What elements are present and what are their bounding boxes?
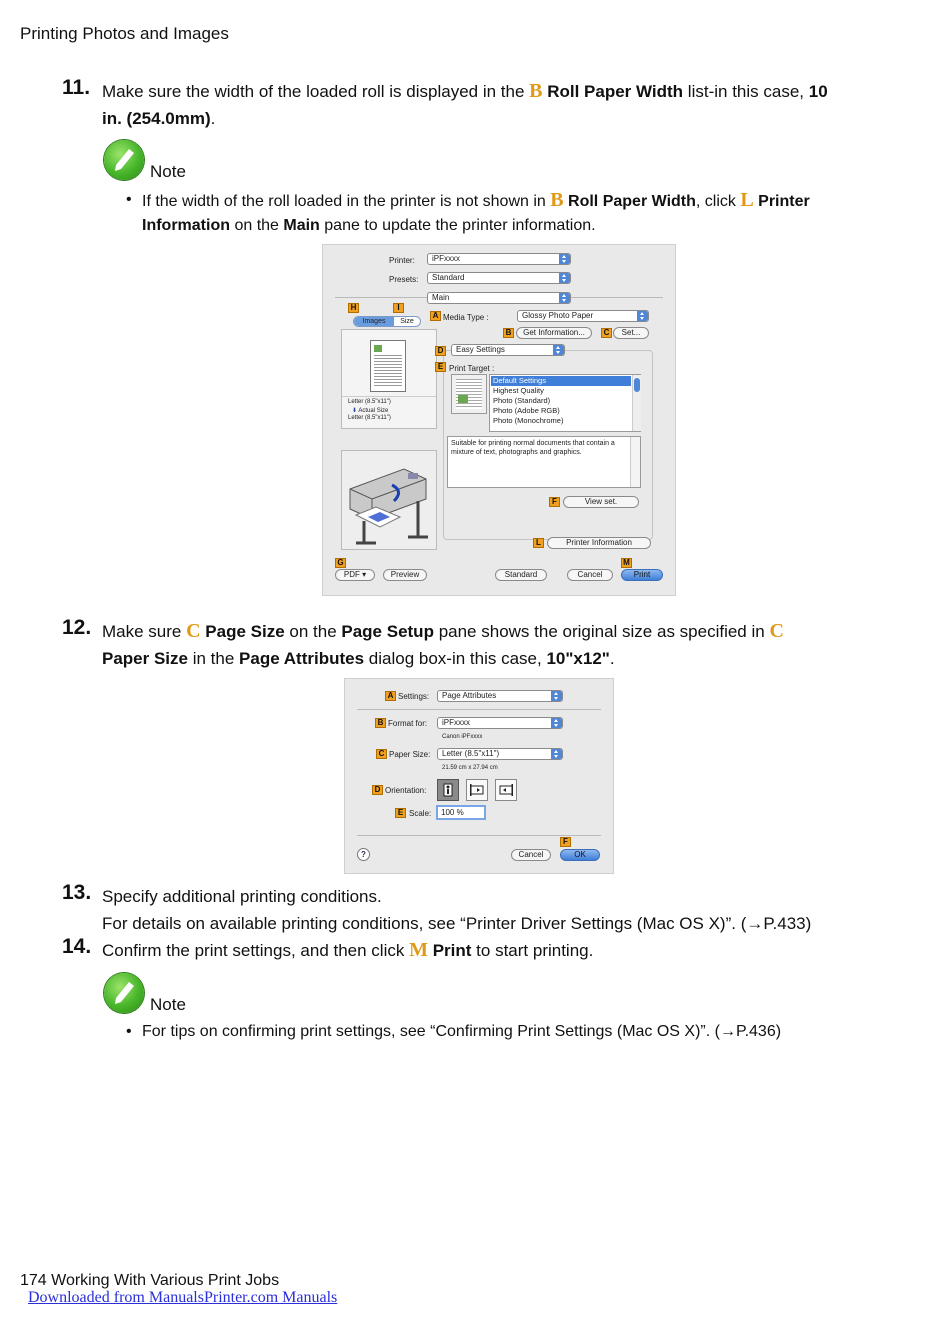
tab-size[interactable]: Size	[400, 318, 414, 325]
callout-tag-m: M	[621, 558, 632, 568]
callout-tag-d: D	[372, 785, 383, 795]
target-preview	[451, 374, 487, 414]
landscape-icon	[467, 780, 487, 800]
text: , click	[695, 193, 741, 210]
callout-tag-i: I	[393, 303, 404, 313]
text: to start printing.	[471, 941, 594, 960]
target-preview-image	[458, 395, 468, 403]
format-subtitle: Canon iPFxxxx	[442, 734, 483, 740]
step-number: 12.	[62, 616, 92, 639]
divider	[357, 835, 601, 836]
note-2	[104, 973, 844, 1053]
printer-information-button[interactable]: Printer Information	[547, 537, 651, 549]
callout-tag-b: B	[503, 328, 514, 338]
print-button[interactable]: Print	[621, 569, 663, 581]
callout-tag-c: C	[376, 749, 387, 759]
value: in. (254.0mm)	[102, 109, 211, 128]
value: 10"x12"	[546, 649, 610, 668]
description-box	[447, 436, 641, 488]
format-popup[interactable]	[437, 717, 563, 729]
standard-button[interactable]: Standard	[495, 569, 547, 581]
easy-settings-popup[interactable]	[451, 344, 565, 356]
printer-label: Printer:	[389, 256, 415, 265]
note-text: For tips on confirming print settings, see “Confirming Print Settings (Mac OS X)”. (→P.436)	[142, 1023, 782, 1040]
text: .	[210, 109, 216, 128]
step-number: 14.	[62, 935, 92, 958]
orientation-landscape-button[interactable]	[466, 779, 488, 801]
popup-arrow-icon	[637, 311, 648, 321]
paper-size-popup[interactable]	[437, 748, 563, 760]
media-type-label: Media Type :	[443, 313, 489, 322]
media-type-popup[interactable]	[517, 310, 649, 322]
term: Paper Size	[102, 649, 188, 668]
cancel-button[interactable]: Cancel	[511, 849, 551, 861]
print-target-item[interactable]: Photo (Standard)	[493, 396, 551, 405]
callout-tag-f: F	[549, 497, 560, 507]
note-label: Note	[150, 995, 186, 1014]
text: in the	[188, 649, 240, 668]
callout-letter: C	[769, 620, 784, 642]
text: pane to update the printer information.	[319, 217, 596, 234]
text: .	[609, 649, 615, 668]
text: Confirm the print settings, and then click	[102, 941, 410, 960]
actual-size-label: Actual Size	[358, 408, 389, 414]
callout-tag-l: L	[533, 538, 544, 548]
arrow-down-icon: ⬇	[352, 408, 358, 414]
note-text	[142, 188, 832, 238]
orientation-portrait-button[interactable]	[437, 779, 459, 801]
preview-button[interactable]: Preview	[383, 569, 427, 581]
reverse-landscape-icon	[496, 780, 516, 800]
printer-illustration	[341, 450, 437, 550]
callout-tag-g: G	[335, 558, 346, 568]
portrait-icon	[438, 780, 458, 800]
print-target-item[interactable]: Photo (Monochrome)	[493, 416, 564, 425]
text: on the	[284, 622, 342, 641]
set-button[interactable]: Set...	[613, 327, 649, 339]
popup-arrow-icon	[559, 273, 570, 283]
format-label: Format for:	[388, 719, 428, 728]
presets-label: Presets:	[389, 275, 419, 284]
paper-size-label: Paper Size:	[389, 750, 431, 759]
thumbnail-lines	[374, 355, 402, 387]
cancel-button[interactable]: Cancel	[567, 569, 613, 581]
paper-size-dimensions: 21.59 cm x 27.94 cm	[442, 765, 498, 771]
text: For details on available printing conditions, see “Printer Driver Settings (Mac OS X)”. (→P.433)	[102, 914, 812, 933]
step-14	[62, 935, 882, 965]
scale-input[interactable]: 100 %	[436, 805, 486, 820]
paper-info: Letter (8.5"x11")	[348, 399, 391, 405]
print-dialog	[322, 244, 676, 596]
view-set-button[interactable]: View set.	[563, 496, 639, 508]
pdf-button[interactable]: PDF ▾	[335, 569, 375, 581]
note-label: Note	[150, 162, 186, 181]
step-text	[102, 618, 877, 672]
bullet-dot: •	[126, 1023, 132, 1040]
format-value: iPFxxxx	[442, 718, 470, 727]
get-information-button[interactable]: Get Information...	[516, 327, 592, 339]
text: If the width of the roll loaded in the printer is not shown in	[142, 193, 551, 210]
tab-bar	[353, 316, 421, 327]
print-target-list[interactable]	[489, 374, 641, 432]
help-button[interactable]: ?	[357, 848, 370, 861]
popup-arrow-icon	[551, 718, 562, 728]
term: Information	[142, 217, 230, 234]
download-link[interactable]: Downloaded from ManualsPrinter.com Manuals	[28, 1289, 338, 1306]
callout-tag-b: B	[375, 718, 386, 728]
orientation-reverse-landscape-button[interactable]	[495, 779, 517, 801]
step-number: 13.	[62, 881, 92, 904]
target-items	[493, 376, 563, 426]
step-text	[102, 937, 877, 964]
pencil-note-icon	[104, 140, 144, 180]
step-text	[102, 78, 877, 132]
callout-tag-a: A	[385, 691, 396, 701]
term: Page Attributes	[239, 649, 365, 668]
running-header: Printing Photos and Images	[20, 24, 229, 43]
print-target-item[interactable]: Highest Quality	[493, 386, 544, 395]
term: Roll Paper Width	[568, 193, 696, 210]
description-text: Suitable for printing normal documents that contain a mixture of text, photographs and graphics.	[451, 440, 615, 456]
callout-tag-d: D	[435, 346, 446, 356]
term: Page Setup	[341, 622, 434, 641]
popup-arrow-icon	[553, 345, 564, 355]
note-1	[104, 140, 844, 240]
easy-settings-value: Easy Settings	[456, 345, 505, 354]
step-12	[62, 616, 882, 672]
term: Printer	[758, 193, 810, 210]
callout-letter: B	[529, 80, 543, 102]
preview-panel	[341, 329, 437, 429]
page-setup-dialog	[344, 678, 614, 874]
popup-arrow-icon	[551, 691, 562, 701]
text: list-in this case,	[683, 82, 809, 101]
orientation-label: Orientation:	[385, 786, 427, 795]
paper-info: Letter (8.5"x11")	[348, 415, 391, 421]
page-footer: 174 Working With Various Print Jobs	[20, 1272, 280, 1289]
description-scrollbar[interactable]	[630, 437, 640, 487]
printer-value: iPFxxxx	[432, 254, 460, 263]
scale-label: Scale:	[409, 809, 432, 818]
callout-tag-c: C	[601, 328, 612, 338]
step-11	[62, 76, 882, 132]
pane-popup[interactable]	[427, 292, 571, 304]
value: 10	[808, 82, 828, 101]
callout-tag-e: E	[435, 362, 446, 372]
bullet-dot: •	[126, 191, 132, 208]
target-preview-lines	[456, 379, 482, 409]
settings-popup[interactable]	[437, 690, 563, 702]
actual-size-line	[352, 407, 388, 414]
pane-value: Main	[432, 293, 450, 302]
popup-arrow-icon	[559, 254, 570, 264]
page-thumbnail	[370, 340, 406, 392]
divider	[342, 396, 436, 397]
callout-tag-e: E	[395, 808, 406, 818]
callout-tag-h: H	[348, 303, 359, 313]
text: pane shows the original size as specified in	[433, 622, 770, 641]
print-target-item[interactable]: Photo (Adobe RGB)	[493, 406, 560, 415]
tab-images[interactable]: Images	[354, 317, 394, 326]
step-13	[62, 881, 882, 937]
printer-graphic-icon	[342, 451, 436, 549]
presets-popup[interactable]	[427, 272, 571, 284]
ok-button[interactable]: OK	[560, 849, 600, 861]
presets-value: Standard	[432, 273, 465, 282]
popup-arrow-icon	[551, 749, 562, 759]
thumbnail-image	[374, 345, 382, 352]
callout-tag-f: F	[560, 837, 571, 847]
term: Main	[283, 217, 320, 234]
list-scrollbar[interactable]	[632, 375, 641, 431]
pencil-note-icon	[104, 973, 144, 1013]
callout-letter: B	[550, 189, 564, 211]
step-number: 11.	[62, 76, 91, 99]
text: Specify additional printing conditions.	[102, 887, 382, 906]
text: dialog box-in this case,	[364, 649, 547, 668]
printer-popup[interactable]	[427, 253, 571, 265]
text: Make sure	[102, 622, 187, 641]
text: on the	[230, 217, 284, 234]
term: Page Size	[205, 622, 285, 641]
media-type-value: Glossy Photo Paper	[522, 311, 594, 320]
step-text	[102, 883, 877, 937]
scroll-thumb[interactable]	[634, 378, 640, 392]
print-target-item[interactable]: Default Settings	[493, 376, 546, 385]
callout-letter: L	[740, 189, 754, 211]
text: Make sure the width of the loaded roll is displayed in the	[102, 82, 530, 101]
print-target-label: Print Target :	[449, 364, 495, 373]
term: Print	[432, 941, 472, 960]
callout-letter: C	[186, 620, 201, 642]
callout-letter: M	[409, 939, 428, 961]
settings-label: Settings:	[398, 692, 430, 701]
settings-value: Page Attributes	[442, 691, 497, 700]
paper-size-value: Letter (8.5"x11")	[442, 749, 500, 758]
term: Roll Paper Width	[547, 82, 684, 101]
popup-arrow-icon	[559, 293, 570, 303]
callout-tag-a: A	[430, 311, 441, 321]
divider	[357, 709, 601, 710]
